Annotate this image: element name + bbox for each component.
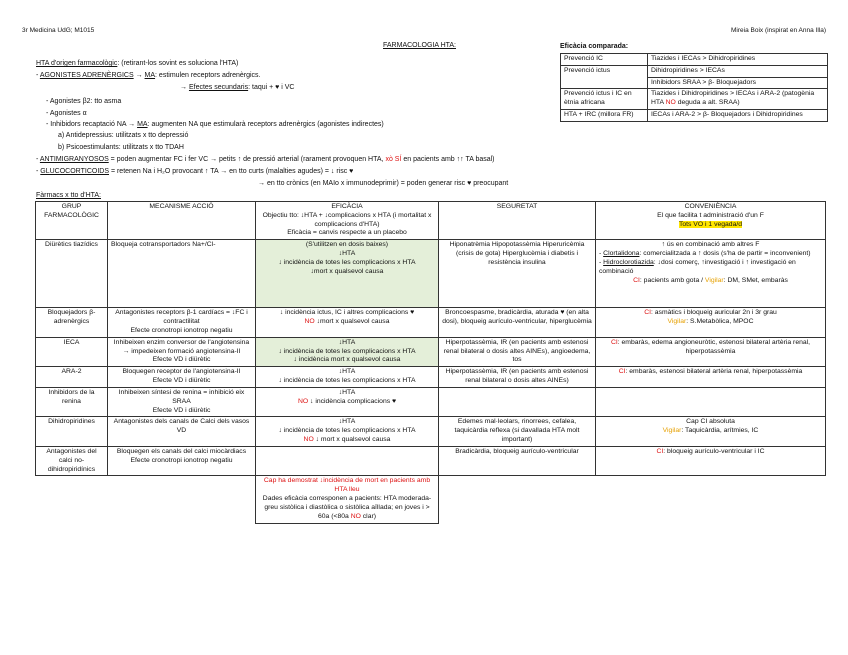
table-cell: ↓HTA ↓ incidència de totes les complicacions x HTA ↓ incidència mort x qualsevol causa <box>256 337 439 366</box>
page-title: FARMACOLOGIA HTA: <box>383 42 456 49</box>
drug-table <box>35 201 826 524</box>
table-cell: Prevenció ictus i IC en ètnia africana <box>561 89 648 110</box>
table-row <box>36 417 826 446</box>
table-cell: Antagonistes receptors β-1 cardíacs = ↓FC i contractilitat Efecte cronotropi ionotrop negatiu <box>108 308 256 337</box>
header-seguretat: SEGURETAT <box>439 202 596 240</box>
table-cell <box>36 476 108 523</box>
table-cell: Hiponatrèmia Hipopotassèmia Hiperuricèmia (crisis de gota) Hiperglucèmia i diabetis i resistència insulina <box>439 240 596 308</box>
table-cell: Broncoespasme, bradicàrdia, aturada ♥ (en alta dosi), bloqueig aurículo-ventricular, hiperglucèmia <box>439 308 596 337</box>
note-line: - Inhibidors recaptació NA → MA: augmenten NA que estimularà receptors adrenèrgics (agonistes indirectes) <box>46 121 384 128</box>
header-eficacia: EFICÀCIA Objectiu tto: ↓HTA + ↓complicacions x HTA (i mortalitat x complicacions d'HTA) Eficàcia = canvis respecte a un placebo <box>256 202 439 240</box>
table-cell: Antagonistes dels canals de Calci dels vasos VD <box>108 417 256 446</box>
table-cell: CI: embaràs, estenosi bilateral artèria renal, hiperpotassèmia <box>596 367 826 388</box>
note-line: - GLUCOCORTICOIDS = retenen Na i H₂O provocant ↑ TA → en tto curts (malalties agudes) = ↓ risc ♥ <box>36 168 354 175</box>
header-conveniencia: CONVENIÈNCIA El que facilita t administració d'un F Tots VO i 1 vegada/d <box>596 202 826 240</box>
table-cell: Tiazides i IECAs > Dihidropiridines <box>648 54 828 66</box>
table-row <box>36 202 826 240</box>
table-row <box>561 65 828 77</box>
table-cell: ARA-2 <box>36 367 108 388</box>
table-cell <box>596 387 826 416</box>
header-left: 3r Medicina UdG; M1015 <box>22 27 95 34</box>
note-line: b) Psicoestimulants: utilitzats x tto TDAH <box>58 144 184 151</box>
header-grup: GRUP FARMACOLÒGIC <box>36 202 108 240</box>
table-cell: Hiperpotassèmia, IR (en pacients amb estenosi renal bilateral o dosis altes AINEs), angioedema, tos <box>439 337 596 366</box>
table-cell: CI: bloqueig aurículo-ventricular i IC <box>596 446 826 475</box>
header-right: Mireia Boix (inspirat en Anna Illa) <box>730 27 826 34</box>
table-row <box>36 240 826 308</box>
note-line: - Agonistes β2: tto asma <box>46 98 122 105</box>
note-line: - ANTIMIGRANYOSOS = poden augmentar FC i fer VC → petits ↑ de pressió arterial (rarament provoquen HTA, xò SÍ en pacients amb ↑↑ TA basal) <box>36 156 495 163</box>
footer-cell: Cap ha demostrat ↓incidència de mort en pacients amb HTA lleu Dades eficàcia corresponen a pacients: HTA moderada-greu sistòlica i diastòlica o sistòlica aïllada; en joves i > 60a (<80a NO clar) <box>256 476 439 523</box>
table-cell: Prevenció ictus <box>561 65 648 89</box>
table-cell: Hiperpotassèmia, IR (en pacients amb estenosi renal bilateral o dosis altes AINEs) <box>439 367 596 388</box>
note-line: → Efectes secundaris: taqui + ♥ i VC <box>180 84 295 91</box>
table-row <box>36 446 826 475</box>
table-cell: Inhibeixen enzim conversor de l'angiotensina → impedeixen formació angiotensina-II Efecte VD i diürètic <box>108 337 256 366</box>
table-cell: ↓HTA NO ↓ incidència complicacions ♥ <box>256 387 439 416</box>
note-line: a) Antidepressius: utilitzats x tto depressió <box>58 132 189 139</box>
table-row <box>36 476 826 523</box>
table-cell: Bradicàrdia, bloqueig aurículo-ventricular <box>439 446 596 475</box>
table-cell <box>439 476 596 523</box>
table-row <box>36 308 826 337</box>
table-row <box>561 89 828 110</box>
table-row <box>36 337 826 366</box>
table-cell: Antagonistes del calci no-dihidropiridínics <box>36 446 108 475</box>
header-mecanisme: MECANISME ACCIÓ <box>108 202 256 240</box>
table-cell: HTA + IRC (millora FR) <box>561 110 648 122</box>
table-cell <box>256 446 439 475</box>
table-cell <box>108 476 256 523</box>
comparison-table <box>560 53 828 122</box>
table-cell: Edemes mal·leolars, rinorrees, cefalea, taquicàrdia reflexa (si davallada HTA molt important) <box>439 417 596 446</box>
table-cell: Bloqueja cotransportadors Na+/Cl- <box>108 240 256 308</box>
table-cell: CI: embaràs, edema angioneuròtic, estenosi bilateral artèria renal, hiperpotassèmia <box>596 337 826 366</box>
table-cell: Inhibidors SRAA > β- Bloquejadors <box>648 77 828 89</box>
table-cell <box>439 387 596 416</box>
table-cell: Diürètics tiazídics <box>36 240 108 308</box>
table-cell: Dihidropiridines <box>36 417 108 446</box>
note-line: - Agonistes α <box>46 110 87 117</box>
table-cell: ↑ ús en combinació amb altres F - Clortalidona: comercialitzada a ↑ dosis (s'ha de partir = inconvenient) - Hidroclorotiazida: ↓dosi comerç, ↑investigació i ↑ investigació en combinació CI: pacients amb gota / Vigilar: DM, SMet, embaràs <box>596 240 826 308</box>
table-row <box>36 387 826 416</box>
table-cell <box>596 476 826 523</box>
table-cell: ↓HTA ↓ incidència de totes les complicacions x HTA NO ↓ mort x qualsevol causa <box>256 417 439 446</box>
table-row <box>561 110 828 122</box>
note-line: - AGONISTES ADRENÈRGICS → MA: estimulen receptors adrenèrgics. <box>36 72 261 79</box>
table-cell: Inhibidors de la renina <box>36 387 108 416</box>
note-line: Fàrmacs x tto d'HTA: <box>36 192 101 199</box>
table-cell: Cap CI absoluta Vigilar: Taquicàrdia, arítmies, IC <box>596 417 826 446</box>
note-line: → en tto crònics (en MAIo x immunodeprimir) = poden generar risc ♥ preocupant <box>258 180 509 187</box>
table-cell: ↓HTA ↓ incidència de totes les complicacions x HTA <box>256 367 439 388</box>
table-cell: Bloquejadors β-adrenèrgics <box>36 308 108 337</box>
table-cell: CI: asmàtics i bloqueig auricular 2n i 3r grau Vigilar: S.Metabòlica, MPOC <box>596 308 826 337</box>
table-row <box>561 54 828 66</box>
table-cell: Prevenció IC <box>561 54 648 66</box>
note-line: HTA d'origen farmacològic: (retirant-los sovint es soluciona l'HTA) <box>36 60 239 67</box>
table-cell: Bloquegen receptor de l'angiotensina-II Efecte VD i diürètic <box>108 367 256 388</box>
table-cell: ↓ incidència ictus, IC i altres complicacions ♥ NO ↓mort x qualsevol causa <box>256 308 439 337</box>
comparison-title: Eficàcia comparada: <box>560 43 629 50</box>
no-word: NO <box>665 99 676 107</box>
table-cell: Bloquegen els canals del calci miocàrdiacs Efecte cronotropi ionotrop negatiu <box>108 446 256 475</box>
table-cell: Inhibeixen síntesi de renina = inhibició eix SRAA Efecte VD i diürètic <box>108 387 256 416</box>
table-cell: (S'utilitzen en dosis baixes) ↓HTA ↓ incidència de totes les complicacions x HTA ↓mort x qualsevol causa <box>256 240 439 308</box>
table-cell: IECA <box>36 337 108 366</box>
table-cell: Dihidropiridines > IECAs <box>648 65 828 77</box>
table-cell: Tiazides i Dihidropiridines > IECAs i ARA-2 (patogènia HTA NO deguda a alt. SRAA) <box>648 89 828 110</box>
table-row <box>36 367 826 388</box>
table-cell: IECAs i ARA-2 > β- Bloquejadors i Dihidropiridines <box>648 110 828 122</box>
